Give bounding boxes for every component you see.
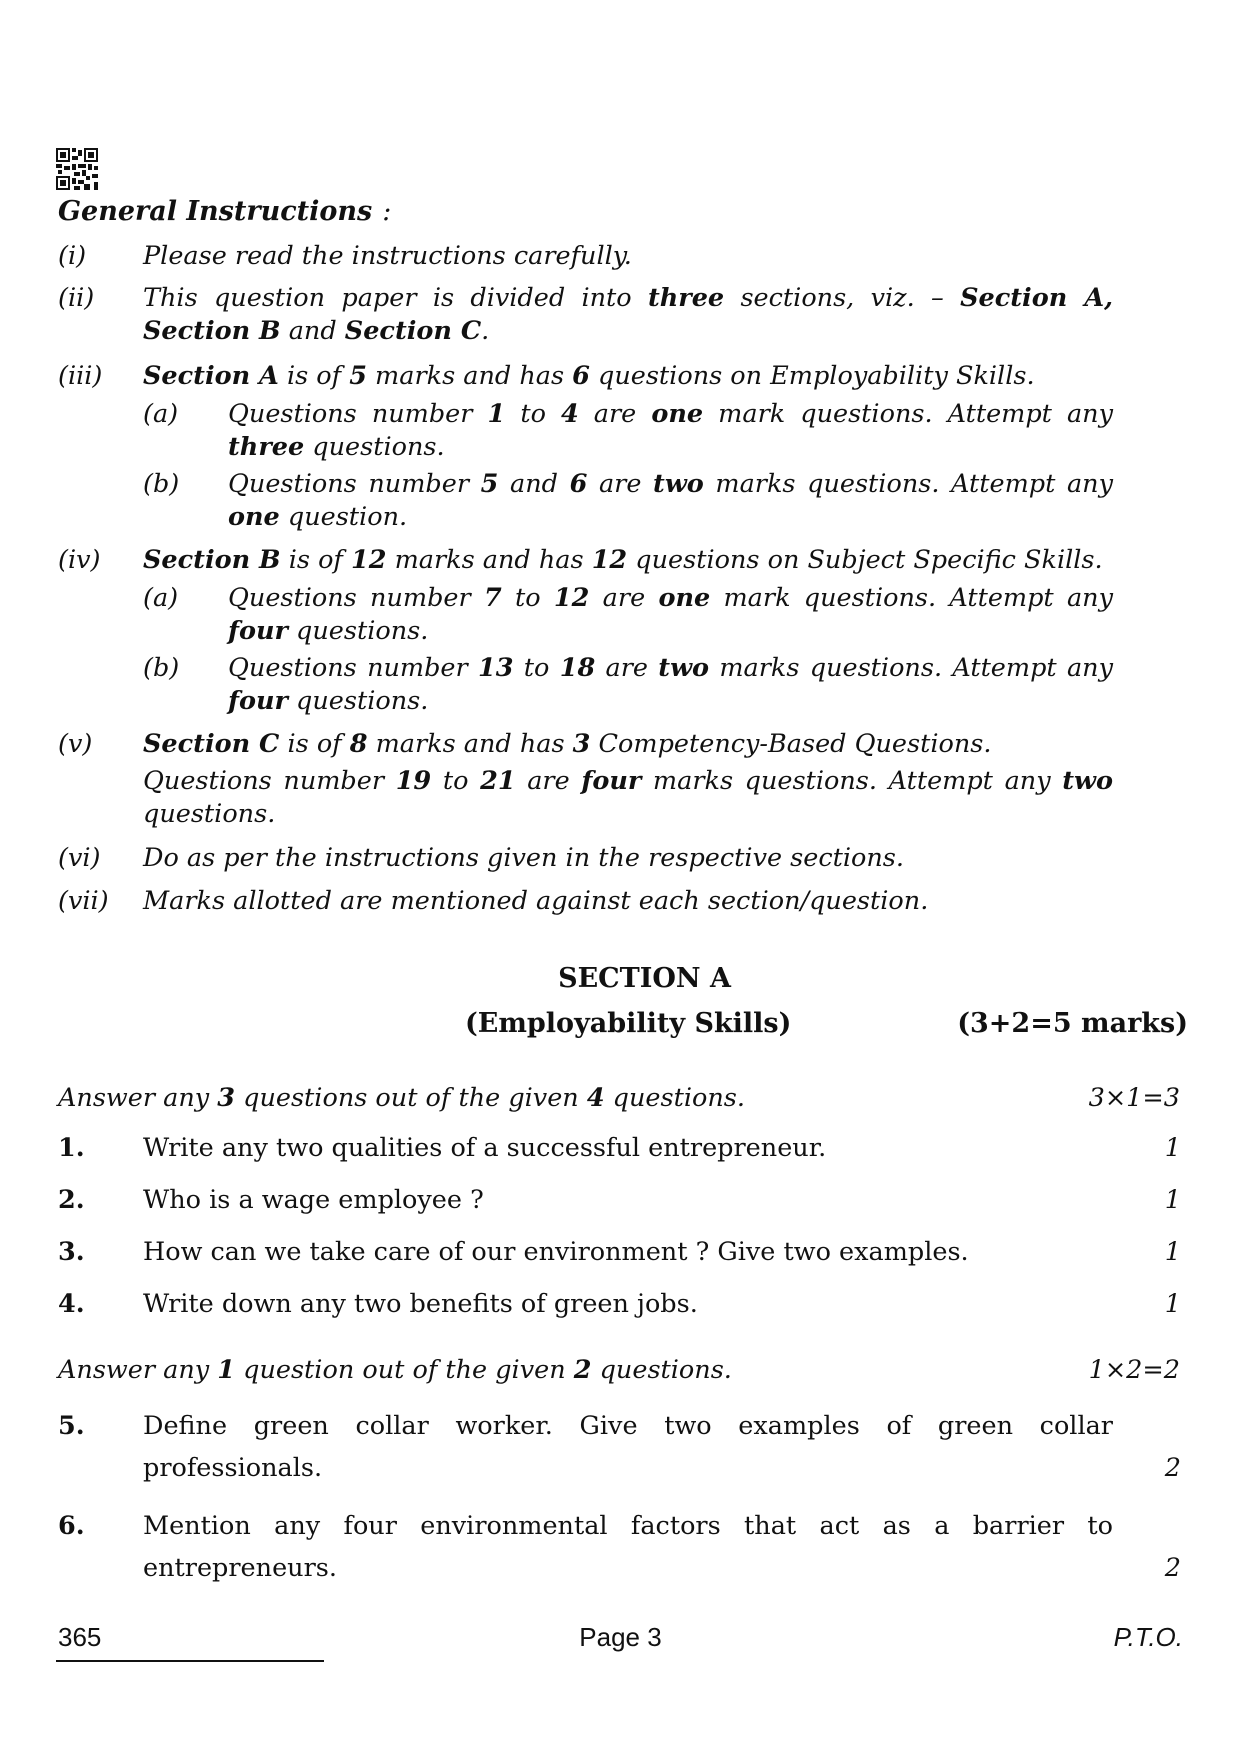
question-marks: 1 (1164, 1237, 1181, 1267)
section-a-title: SECTION A (558, 963, 731, 994)
qr-code-icon (56, 148, 98, 190)
general-instructions-heading: General Instructions : (58, 196, 392, 227)
group-instruction: Answer any 1 question out of the given 2 questions. 1×2=2 (58, 1355, 1180, 1385)
pto-label: P.T.O. (1113, 1622, 1183, 1652)
footer-rule (56, 1660, 324, 1662)
section-a-subtitle: (Employability Skills) (465, 1008, 792, 1039)
group-instruction: Answer any 3 questions out of the given 4 questions. 3×1=3 (58, 1083, 1180, 1113)
paper-code: 365 (58, 1622, 102, 1652)
question-marks: 1 (1164, 1133, 1181, 1163)
group-marks: 3×1=3 (1088, 1083, 1180, 1113)
question-marks: 2 (1164, 1553, 1181, 1583)
exam-page: General Instructions : (i) Please read the instructions carefully. (ii) This question paper is divided into three sections, viz. – Section A, Section B and Section C. (iii) Section A is of 5 marks and has 6 questions on Employability Skills. (a) Questions number 1 to 4 are one mark questions. Attempt any three questions. (b) Questions number 5 and 6 are two marks questions. Attempt any one question. (iv) Section B is of 12 marks and has 12 questions on Subject Specific Skills. (a) Questions number 7 to 12 are one mark questions. Attempt any four questions. (b) Questions number 13 to 18 are two marks questions. Attempt any four questions. (v) Section C is of 8 marks and has 3 Competency-Based Questions. Questions number 19 to 21 are four marks questions. Attempt any two questions. (vi) Do as per the instructions given in the respective sections. (vii) Marks allotted are mentioned against each section/question. SECTION A (Employability Skills) (3+2=5 marks) Answer any 3 questions out of the given 4 questions. 3×1=3 1. Write any two qualities of a successful entrepreneur. 1 2. Who is a wage employee ? 1 3. How can we take care of our environment ? Give two examples. 1 4. Write down any two benefits of green jobs. 1 Answer any 1 question out of the given 2 questions. 1×2=2 5. Define green collar worker. Give two examples of green collar professionals. 2 6. Mention any four environmental factors that act as a barrier to entrepreneurs. 2 365 Page 3 P.T.O. (0, 0, 1241, 1755)
section-a-marks: (3+2=5 marks) (957, 1008, 1188, 1039)
page-number: Page 3 (579, 1622, 662, 1652)
group-marks: 1×2=2 (1088, 1355, 1180, 1385)
question-marks: 2 (1164, 1453, 1181, 1483)
question-marks: 1 (1164, 1289, 1181, 1319)
question-marks: 1 (1164, 1185, 1181, 1215)
